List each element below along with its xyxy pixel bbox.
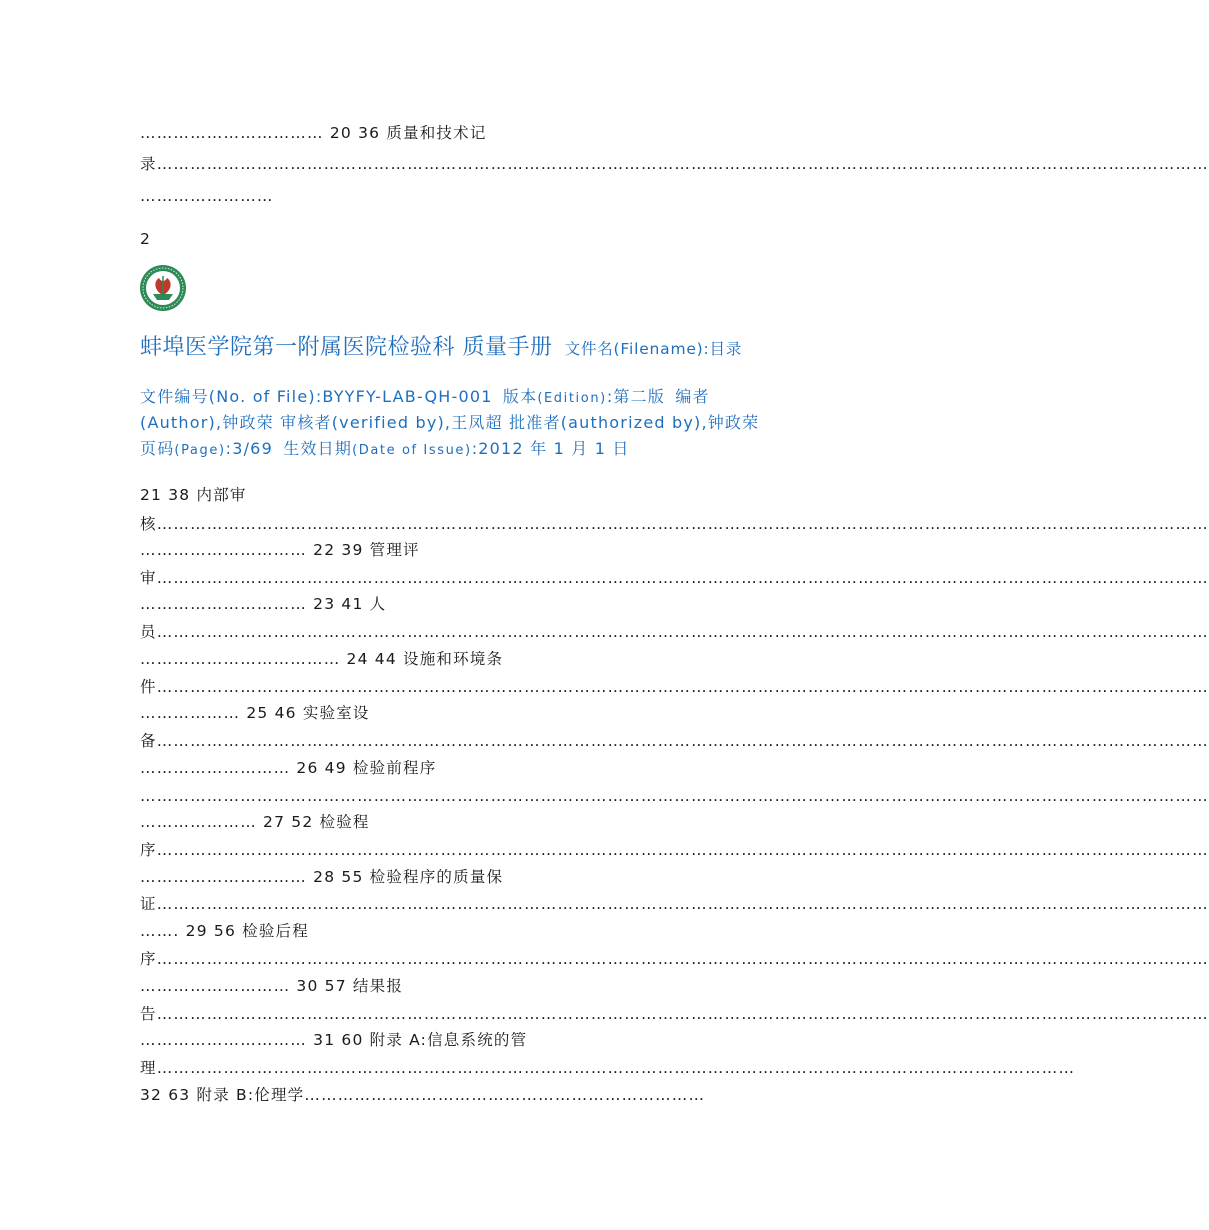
toc-line: 备……………………………………………………………………………………………………………………………………………………………………… [140, 732, 1209, 750]
toc-line-continued: …………………………… 20 36 质量和技术记 [140, 124, 487, 142]
issue-en: (Date of Issue) [352, 443, 472, 458]
page-number: 2 [140, 230, 150, 248]
toc-line: ……………………… 30 57 结果报 [140, 977, 404, 995]
toc-line: 证……………………………………………………………………………………………………………………………………………………………………… [140, 895, 1209, 913]
toc-line: ………………… 27 52 检验程 [140, 813, 370, 831]
toc-line: ………………………… 28 55 检验程序的质量保 [140, 868, 504, 886]
toc-line: 序……………………………………………………………………………………………………………………………………………………………………… [140, 950, 1209, 968]
toc-line: ………………………………………………………………………………………………………………………………………………………………………… [140, 787, 1209, 805]
page-label: 页码 [140, 439, 175, 458]
toc-line: 核……………………………………………………………………………………………………………………………………………………………………… [140, 515, 1209, 533]
toc-line: ……………………… 26 49 检验前程序 [140, 759, 437, 777]
meta-line-2: (Author),钟政荣 审核者(verified by),王凤超 批准者(authorized by),钟政荣 [140, 413, 760, 432]
toc-line-continued: …………………… [140, 187, 274, 205]
page-en: (Page) [174, 443, 226, 458]
edition-value: :第二版 [606, 387, 666, 406]
issue-value: :2012 年 1 月 1 日 [471, 439, 630, 458]
toc-line: 21 38 内部审 [140, 486, 247, 504]
issue-label: 生效日期 [283, 439, 353, 458]
page-value: :3/69 [225, 439, 273, 458]
document-title: 蚌埠医学院第一附属医院检验科 质量手册 [140, 335, 553, 360]
toc-line-continued: 录……………………………………………………………………………………………………………………………………………………………………… [140, 155, 1209, 173]
meta-line-1 [140, 386, 710, 410]
toc-line: ……………………………… 24 44 设施和环境条 [140, 650, 504, 668]
toc-line: 件……………………………………………………………………………………………………………………………………………………………………… [140, 678, 1209, 696]
edition-label: 版本 [502, 387, 538, 406]
toc-line: ………………………… 22 39 管理评 [140, 541, 420, 559]
toc-line: 32 63 附录 B:伦理学……………………………………………………………… [140, 1086, 706, 1104]
edition-en: (Edition) [537, 391, 607, 406]
toc-line: ……. 29 56 检验后程 [140, 922, 309, 940]
meta-line-3 [140, 438, 630, 462]
toc-line: ………………………… 23 41 人 [140, 595, 387, 613]
filename-label: 文件名(Filename):目录 [564, 340, 743, 358]
toc-line: 审……………………………………………………………………………………………………………………………………………………………………… [140, 569, 1209, 587]
file-no-label: 文件编号(No. of File): [140, 387, 323, 406]
file-no-value: BYYFY-LAB-QH-001 [322, 387, 493, 406]
toc-line: 理………………………………………………………………………………………………………………………………………………… [140, 1059, 1076, 1077]
toc-line: 告……………………………………………………………………………………………………………………………………………………………………… [140, 1005, 1209, 1023]
document-header [140, 334, 742, 363]
hospital-logo-icon [139, 264, 187, 312]
toc-line: ……………… 25 46 实验室设 [140, 704, 370, 722]
toc-line: 序……………………………………………………………………………………………………………………………………………………………………… [140, 841, 1209, 859]
author-label: 编者 [675, 387, 710, 406]
toc-line: 员……………………………………………………………………………………………………………………………………………………………………… [140, 623, 1209, 641]
toc-line: ………………………… 31 60 附录 A:信息系统的管 [140, 1031, 528, 1049]
